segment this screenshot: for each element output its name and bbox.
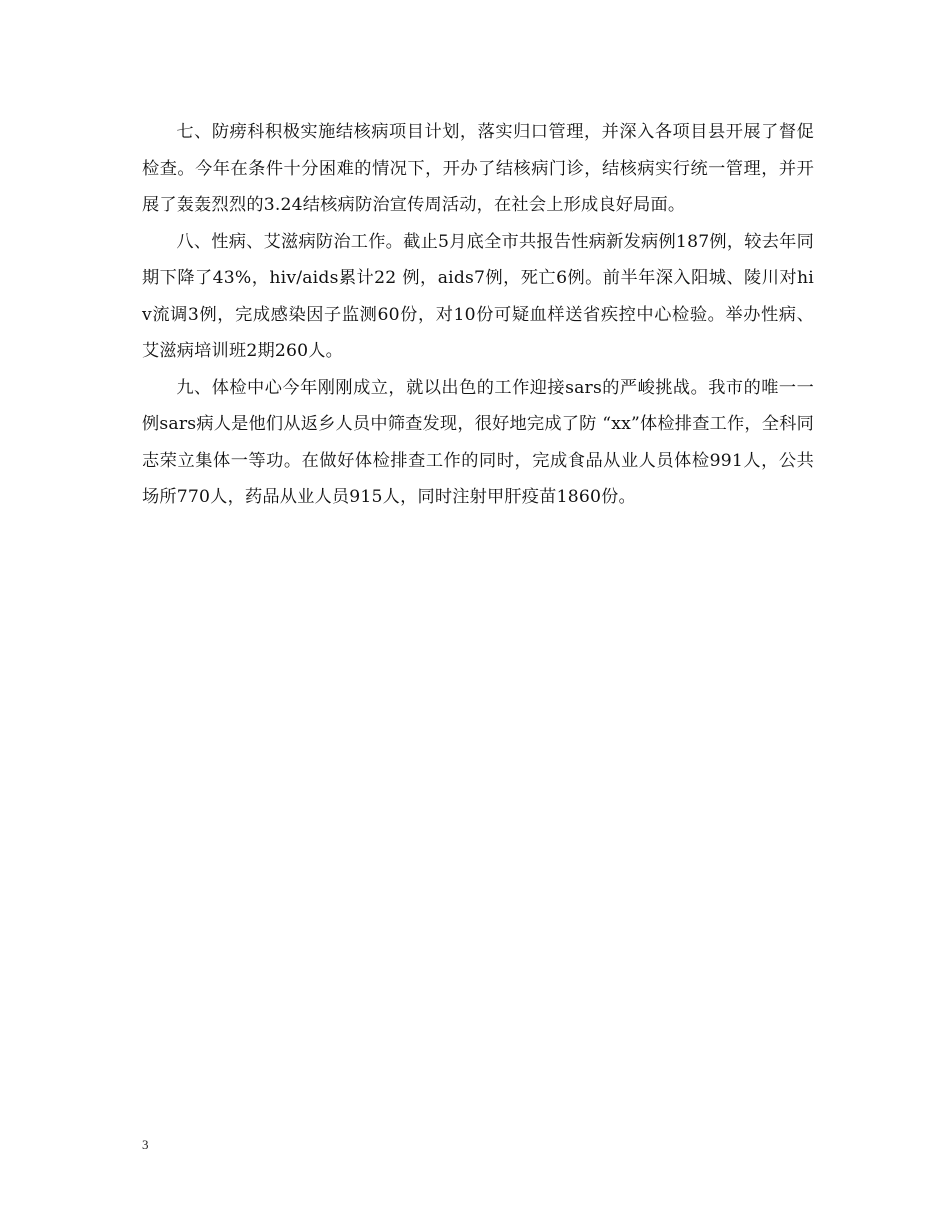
page-number: 3 — [142, 1137, 149, 1152]
paragraph-std-aids: 八、性病、艾滋病防治工作。截止5月底全市共报告性病新发病例187例，较去年同期下降了43%，hiv/aids累计22 例，aids7例，死亡6例。前半年深入阳城、陵川对hiv流调3例，完成感染因子监测60份，对10份可疑血样送省疾控中心检验。举办性病、艾滋病培训班2期260人。 — [142, 231, 814, 361]
paragraph-tuberculosis: 七、防痨科积极实施结核病项目计划，落实归口管理，并深入各项目县开展了督促检查。今年在条件十分困难的情况下，开办了结核病门诊，结核病实行统一管理，并开展了轰轰烈烈的3.24结核病防治宣传周活动，在社会上形成良好局面。 — [142, 122, 814, 215]
paragraph-health-check-center: 九、体检中心今年刚刚成立，就以出色的工作迎接sars的严峻挑战。我市的唯一一例sars病人是他们从返乡人员中筛查发现，很好地完成了防 “xx”体检排查工作，全科同志荣立集体一等功。在做好体检排查工作的同时，完成食品从业人员体检991人，公共场所770人，药品从业人员915人，同时注射甲肝疫苗1860份。 — [142, 377, 814, 507]
document-body — [142, 114, 814, 516]
